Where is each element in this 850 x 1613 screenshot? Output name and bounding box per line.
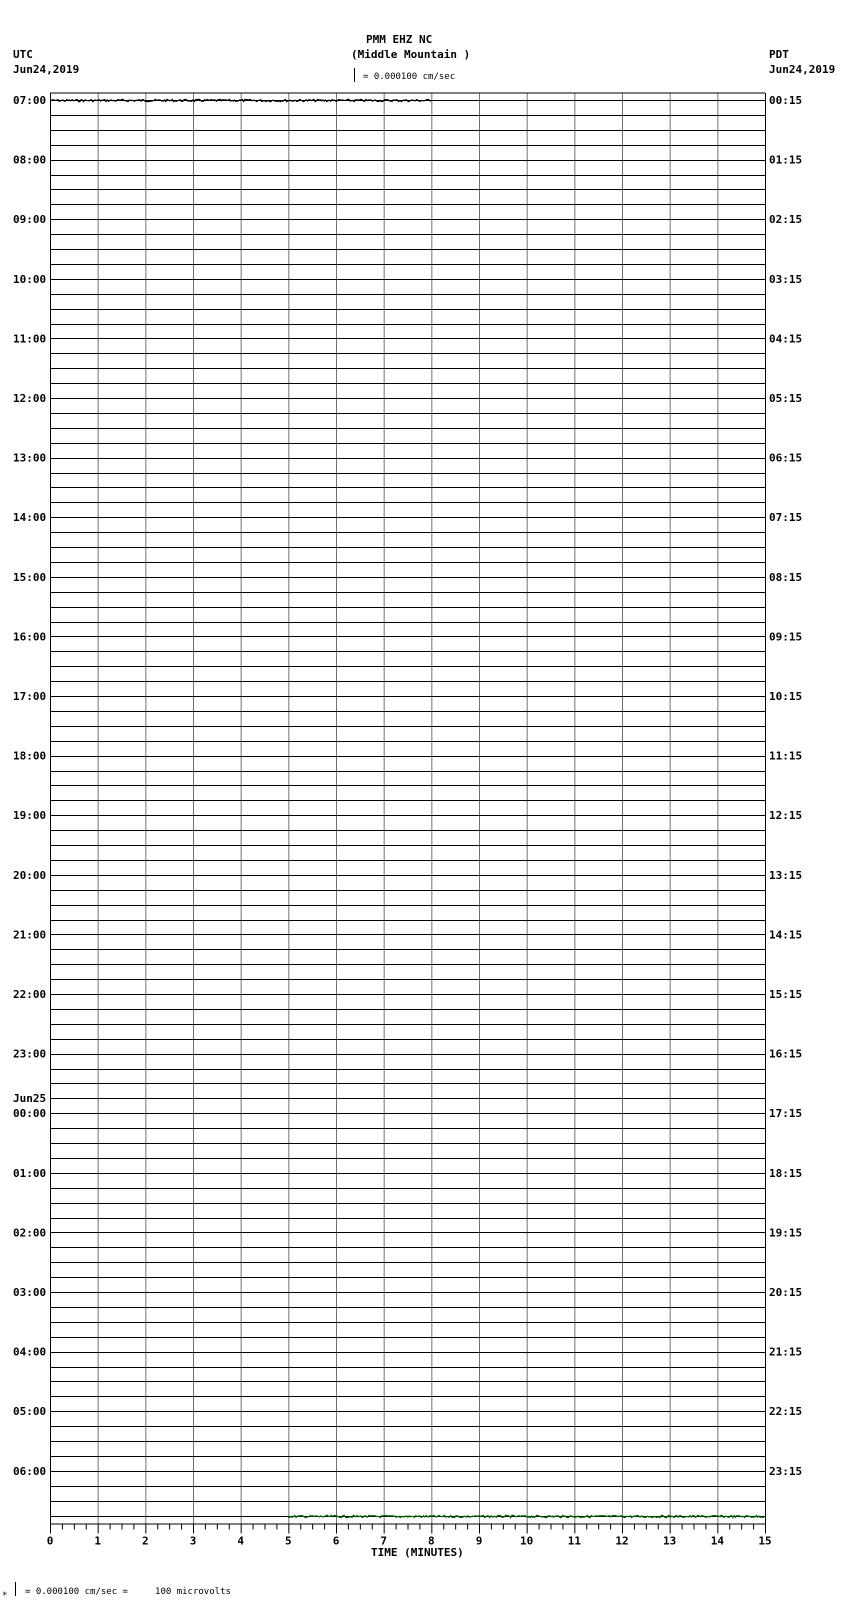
left-time-label: 22:00 (13, 988, 47, 1001)
left-time-label: 18:00 (13, 749, 47, 763)
right-time-label: 01:15 (769, 153, 803, 167)
x-tick-label: 0 (46, 1534, 54, 1548)
x-tick-label: 3 (189, 1534, 197, 1548)
left-time-label: 16:00 (13, 630, 47, 644)
right-timezone: PDT (769, 48, 789, 61)
right-time-label: 07:15 (769, 511, 803, 525)
left-time-label: 14:00 (13, 511, 47, 525)
left-time-label: 21:00 (13, 928, 47, 942)
left-time-label: 11:00 (13, 332, 47, 346)
right-time-label: 16:15 (769, 1047, 803, 1061)
x-tick-label: 15 (758, 1534, 772, 1548)
station-title: PMM EHZ NC (366, 33, 433, 46)
right-time-label: 12:15 (769, 809, 803, 823)
right-time-label: 06:15 (769, 451, 803, 465)
x-tick-label: 11 (567, 1534, 581, 1548)
scale-bar-icon (354, 68, 355, 82)
right-time-label: 04:15 (769, 332, 803, 346)
x-tick-label: 5 (285, 1534, 292, 1548)
footer-scale-note: = 0.000100 cm/sec = 100 microvolts (25, 1587, 231, 1597)
right-time-label: 21:15 (769, 1345, 803, 1359)
right-time-label: 00:15 (769, 94, 803, 107)
right-time-label: 20:15 (769, 1286, 803, 1299)
left-date: Jun24,2019 (13, 63, 80, 76)
left-time-label: 19:00 (13, 809, 47, 823)
right-time-label: 14:15 (769, 928, 803, 942)
right-time-label: 02:15 (769, 213, 803, 227)
left-time-label: 13:00 (13, 451, 47, 465)
scale-label: = 0.000100 cm/sec (363, 72, 456, 82)
left-time-label: 05:00 (13, 1405, 47, 1419)
left-time-label: 04:00 (13, 1345, 47, 1359)
x-tick-label: 7 (380, 1534, 387, 1548)
x-tick-label: 13 (663, 1534, 677, 1548)
left-time-label: 03:00 (13, 1286, 47, 1299)
station-location: (Middle Mountain ) (351, 48, 471, 61)
left-time-label: 15:00 (13, 570, 47, 584)
right-time-label: 11:15 (769, 749, 803, 763)
footer-marker: * (2, 1591, 8, 1601)
left-date-label: Jun25 (13, 1092, 47, 1106)
right-time-label: 10:15 (769, 690, 803, 703)
x-tick-label: 1 (94, 1534, 101, 1548)
left-timezone: UTC (13, 48, 33, 61)
right-time-label: 08:15 (769, 570, 803, 584)
left-time-label: 00:00 (13, 1107, 47, 1121)
right-time-label: 03:15 (769, 272, 803, 286)
right-date: Jun24,2019 (769, 63, 836, 76)
x-axis-title: TIME (MINUTES) (371, 1546, 464, 1559)
x-tick-label: 10 (520, 1534, 534, 1548)
right-time-label: 22:15 (769, 1405, 803, 1419)
left-time-label: 17:00 (13, 690, 47, 703)
left-time-label: 09:00 (13, 213, 47, 227)
left-time-label: 10:00 (13, 272, 47, 286)
right-time-label: 05:15 (769, 392, 803, 405)
x-tick-label: 4 (237, 1534, 244, 1548)
right-time-label: 15:15 (769, 988, 803, 1001)
right-time-label: 17:15 (769, 1107, 803, 1121)
x-tick-label: 2 (142, 1534, 149, 1548)
right-time-label: 09:15 (769, 630, 803, 644)
x-tick-label: 8 (428, 1534, 435, 1548)
right-time-label: 19:15 (769, 1226, 803, 1240)
left-time-label: 20:00 (13, 868, 47, 882)
seismic-trace (50, 99, 431, 101)
x-tick-label: 12 (615, 1534, 629, 1548)
x-tick-label: 9 (475, 1534, 483, 1548)
left-time-label: 08:00 (13, 153, 47, 167)
left-time-label: 12:00 (13, 392, 47, 405)
footer-scale-icon (15, 1582, 16, 1596)
left-time-label: 06:00 (13, 1464, 47, 1478)
right-time-label: 18:15 (769, 1166, 803, 1180)
x-tick-label: 6 (332, 1534, 340, 1548)
x-tick-label: 14 (710, 1534, 724, 1548)
right-time-label: 13:15 (769, 868, 803, 882)
left-time-label: 07:00 (13, 94, 47, 107)
left-time-label: 02:00 (13, 1226, 47, 1240)
left-time-label: 23:00 (13, 1047, 47, 1061)
right-time-label: 23:15 (769, 1464, 803, 1478)
left-time-label: 01:00 (13, 1166, 47, 1180)
